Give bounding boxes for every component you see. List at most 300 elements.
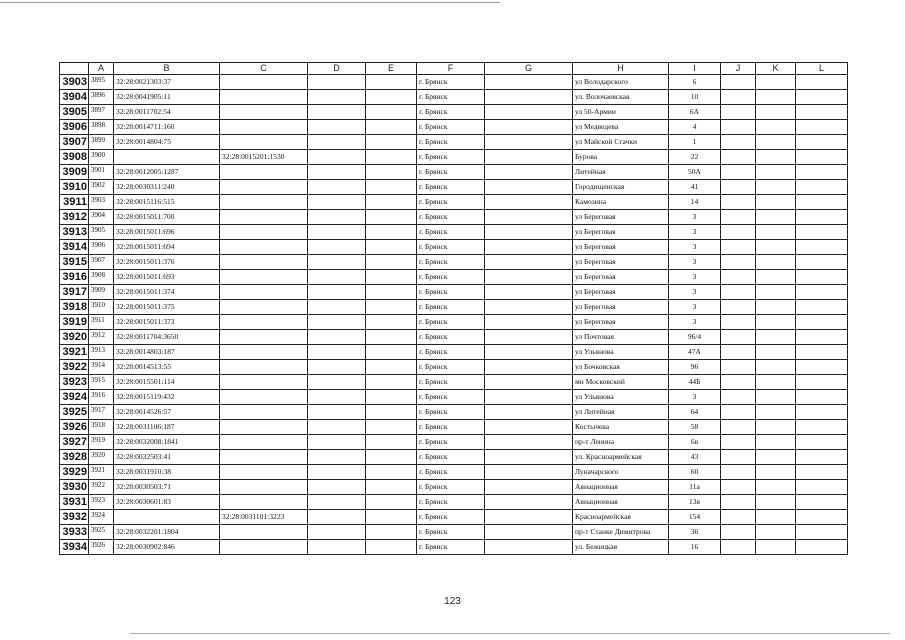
cell-b[interactable]: 32:28:0030902:846	[114, 540, 220, 555]
column-header-d[interactable]: D	[308, 63, 366, 75]
cell-a[interactable]: 3899	[89, 135, 114, 150]
cell-g[interactable]	[485, 375, 573, 390]
cell-d[interactable]	[308, 540, 366, 555]
cell-k[interactable]	[756, 525, 796, 540]
cell-h[interactable]: ул Медведева	[573, 120, 669, 135]
row-number[interactable]: 3906	[60, 120, 89, 135]
cell-l[interactable]	[796, 225, 848, 240]
cell-k[interactable]	[756, 345, 796, 360]
cell-l[interactable]	[796, 450, 848, 465]
cell-e[interactable]	[366, 435, 417, 450]
cell-i[interactable]: 3	[669, 210, 721, 225]
cell-j[interactable]	[721, 270, 756, 285]
cell-f[interactable]: г. Брянск	[417, 420, 485, 435]
cell-h[interactable]: Литейная	[573, 165, 669, 180]
cell-i[interactable]: 41	[669, 180, 721, 195]
cell-c[interactable]	[220, 390, 308, 405]
cell-b[interactable]: 32:28:0032503:41	[114, 450, 220, 465]
cell-i[interactable]: 96	[669, 360, 721, 375]
cell-k[interactable]	[756, 495, 796, 510]
column-header-j[interactable]: J	[721, 63, 756, 75]
cell-h[interactable]: ул Береговая	[573, 300, 669, 315]
cell-h[interactable]: пр-т Ленина	[573, 435, 669, 450]
cell-c[interactable]: 32:28:0015201:1530	[220, 150, 308, 165]
row-number[interactable]: 3931	[60, 495, 89, 510]
cell-b[interactable]: 32:28:0011702:54	[114, 105, 220, 120]
cell-b[interactable]: 32:28:0032008:1841	[114, 435, 220, 450]
cell-k[interactable]	[756, 75, 796, 90]
cell-i[interactable]: 36	[669, 525, 721, 540]
cell-e[interactable]	[366, 420, 417, 435]
cell-b[interactable]	[114, 150, 220, 165]
cell-k[interactable]	[756, 180, 796, 195]
cell-h[interactable]: Авиационная	[573, 480, 669, 495]
cell-i[interactable]: 50А	[669, 165, 721, 180]
cell-f[interactable]: г. Брянск	[417, 360, 485, 375]
cell-i[interactable]: 58	[669, 420, 721, 435]
row-number[interactable]: 3909	[60, 165, 89, 180]
cell-e[interactable]	[366, 480, 417, 495]
cell-e[interactable]	[366, 135, 417, 150]
cell-j[interactable]	[721, 195, 756, 210]
cell-e[interactable]	[366, 75, 417, 90]
cell-d[interactable]	[308, 210, 366, 225]
cell-k[interactable]	[756, 390, 796, 405]
cell-f[interactable]: г. Брянск	[417, 465, 485, 480]
cell-l[interactable]	[796, 345, 848, 360]
cell-a[interactable]: 3920	[89, 450, 114, 465]
row-number[interactable]: 3923	[60, 375, 89, 390]
cell-e[interactable]	[366, 330, 417, 345]
cell-d[interactable]	[308, 120, 366, 135]
cell-f[interactable]: г. Брянск	[417, 210, 485, 225]
cell-d[interactable]	[308, 270, 366, 285]
cell-f[interactable]: г. Брянск	[417, 315, 485, 330]
cell-d[interactable]	[308, 285, 366, 300]
cell-k[interactable]	[756, 270, 796, 285]
cell-j[interactable]	[721, 240, 756, 255]
cell-f[interactable]: г. Брянск	[417, 135, 485, 150]
cell-l[interactable]	[796, 525, 848, 540]
cell-e[interactable]	[366, 210, 417, 225]
cell-e[interactable]	[366, 90, 417, 105]
column-header-b[interactable]: B	[114, 63, 220, 75]
cell-l[interactable]	[796, 360, 848, 375]
cell-f[interactable]: г. Брянск	[417, 120, 485, 135]
cell-l[interactable]	[796, 90, 848, 105]
cell-g[interactable]	[485, 315, 573, 330]
cell-i[interactable]: 22	[669, 150, 721, 165]
cell-e[interactable]	[366, 240, 417, 255]
cell-b[interactable]: 32:28:0031910:38	[114, 465, 220, 480]
cell-a[interactable]: 3922	[89, 480, 114, 495]
cell-f[interactable]: г. Брянск	[417, 390, 485, 405]
cell-h[interactable]: ул Почтовая	[573, 330, 669, 345]
cell-d[interactable]	[308, 135, 366, 150]
cell-l[interactable]	[796, 540, 848, 555]
cell-c[interactable]	[220, 255, 308, 270]
cell-f[interactable]: г. Брянск	[417, 345, 485, 360]
cell-h[interactable]: Красноармейская	[573, 510, 669, 525]
cell-d[interactable]	[308, 90, 366, 105]
cell-e[interactable]	[366, 450, 417, 465]
cell-g[interactable]	[485, 255, 573, 270]
cell-j[interactable]	[721, 420, 756, 435]
cell-c[interactable]	[220, 420, 308, 435]
row-number[interactable]: 3911	[60, 195, 89, 210]
cell-b[interactable]: 32:28:0014513:55	[114, 360, 220, 375]
cell-e[interactable]	[366, 165, 417, 180]
cell-d[interactable]	[308, 420, 366, 435]
cell-h[interactable]: ул. Бежицкая	[573, 540, 669, 555]
cell-d[interactable]	[308, 360, 366, 375]
cell-h[interactable]: Костычева	[573, 420, 669, 435]
cell-c[interactable]	[220, 540, 308, 555]
row-number[interactable]: 3934	[60, 540, 89, 555]
column-header-k[interactable]: K	[756, 63, 796, 75]
column-header-f[interactable]: F	[417, 63, 485, 75]
cell-d[interactable]	[308, 450, 366, 465]
cell-i[interactable]: 3	[669, 315, 721, 330]
cell-e[interactable]	[366, 540, 417, 555]
cell-a[interactable]: 3909	[89, 285, 114, 300]
cell-b[interactable]: 32:28:0031106:187	[114, 420, 220, 435]
cell-b[interactable]: 32:28:0012005:1287	[114, 165, 220, 180]
cell-a[interactable]: 3916	[89, 390, 114, 405]
cell-j[interactable]	[721, 165, 756, 180]
cell-b[interactable]: 32:28:0015011:694	[114, 240, 220, 255]
cell-i[interactable]: 4	[669, 120, 721, 135]
cell-a[interactable]: 3903	[89, 195, 114, 210]
cell-e[interactable]	[366, 150, 417, 165]
cell-d[interactable]	[308, 180, 366, 195]
cell-c[interactable]	[220, 135, 308, 150]
row-number[interactable]: 3930	[60, 480, 89, 495]
cell-c[interactable]	[220, 300, 308, 315]
cell-l[interactable]	[796, 330, 848, 345]
cell-a[interactable]: 3921	[89, 465, 114, 480]
cell-j[interactable]	[721, 495, 756, 510]
cell-b[interactable]: 32:28:0015011:375	[114, 300, 220, 315]
cell-g[interactable]	[485, 75, 573, 90]
row-number[interactable]: 3927	[60, 435, 89, 450]
cell-g[interactable]	[485, 495, 573, 510]
cell-j[interactable]	[721, 540, 756, 555]
cell-h[interactable]: Луначарского	[573, 465, 669, 480]
cell-d[interactable]	[308, 300, 366, 315]
cell-f[interactable]: г. Брянск	[417, 285, 485, 300]
cell-c[interactable]	[220, 120, 308, 135]
cell-i[interactable]: 3	[669, 225, 721, 240]
cell-a[interactable]: 3913	[89, 345, 114, 360]
cell-j[interactable]	[721, 90, 756, 105]
cell-l[interactable]	[796, 390, 848, 405]
cell-j[interactable]	[721, 255, 756, 270]
cell-g[interactable]	[485, 120, 573, 135]
cell-g[interactable]	[485, 180, 573, 195]
cell-k[interactable]	[756, 315, 796, 330]
cell-i[interactable]: 154	[669, 510, 721, 525]
cell-h[interactable]: Бурова	[573, 150, 669, 165]
cell-j[interactable]	[721, 480, 756, 495]
cell-k[interactable]	[756, 435, 796, 450]
cell-c[interactable]	[220, 525, 308, 540]
cell-h[interactable]: ул Береговая	[573, 270, 669, 285]
cell-l[interactable]	[796, 435, 848, 450]
cell-g[interactable]	[485, 420, 573, 435]
cell-l[interactable]	[796, 495, 848, 510]
cell-j[interactable]	[721, 510, 756, 525]
cell-a[interactable]: 3907	[89, 255, 114, 270]
cell-d[interactable]	[308, 105, 366, 120]
cell-c[interactable]	[220, 165, 308, 180]
cell-k[interactable]	[756, 225, 796, 240]
cell-g[interactable]	[485, 150, 573, 165]
cell-j[interactable]	[721, 435, 756, 450]
cell-g[interactable]	[485, 330, 573, 345]
row-number[interactable]: 3910	[60, 180, 89, 195]
cell-a[interactable]: 3924	[89, 510, 114, 525]
cell-a[interactable]: 3908	[89, 270, 114, 285]
cell-j[interactable]	[721, 450, 756, 465]
cell-c[interactable]	[220, 495, 308, 510]
cell-k[interactable]	[756, 360, 796, 375]
cell-j[interactable]	[721, 315, 756, 330]
cell-i[interactable]: 6в	[669, 435, 721, 450]
cell-k[interactable]	[756, 90, 796, 105]
cell-j[interactable]	[721, 180, 756, 195]
cell-c[interactable]	[220, 285, 308, 300]
cell-k[interactable]	[756, 330, 796, 345]
cell-a[interactable]: 3898	[89, 120, 114, 135]
cell-l[interactable]	[796, 420, 848, 435]
cell-c[interactable]	[220, 465, 308, 480]
cell-l[interactable]	[796, 405, 848, 420]
row-number[interactable]: 3925	[60, 405, 89, 420]
cell-f[interactable]: г. Брянск	[417, 510, 485, 525]
cell-a[interactable]: 3925	[89, 525, 114, 540]
cell-g[interactable]	[485, 90, 573, 105]
cell-a[interactable]: 3900	[89, 150, 114, 165]
cell-k[interactable]	[756, 480, 796, 495]
cell-g[interactable]	[485, 390, 573, 405]
cell-i[interactable]: 3	[669, 285, 721, 300]
row-number[interactable]: 3903	[60, 75, 89, 90]
cell-a[interactable]: 3914	[89, 360, 114, 375]
cell-h[interactable]: Городищенская	[573, 180, 669, 195]
row-number[interactable]: 3908	[60, 150, 89, 165]
row-number[interactable]: 3913	[60, 225, 89, 240]
cell-g[interactable]	[485, 465, 573, 480]
column-header-l[interactable]: L	[796, 63, 848, 75]
cell-c[interactable]	[220, 195, 308, 210]
cell-j[interactable]	[721, 120, 756, 135]
cell-a[interactable]: 3895	[89, 75, 114, 90]
row-number[interactable]: 3915	[60, 255, 89, 270]
cell-e[interactable]	[366, 270, 417, 285]
cell-j[interactable]	[721, 405, 756, 420]
cell-l[interactable]	[796, 165, 848, 180]
cell-c[interactable]	[220, 480, 308, 495]
cell-c[interactable]	[220, 330, 308, 345]
cell-e[interactable]	[366, 495, 417, 510]
cell-h[interactable]: ул Береговая	[573, 315, 669, 330]
cell-f[interactable]: г. Брянск	[417, 495, 485, 510]
cell-b[interactable]: 32:28:0014526:57	[114, 405, 220, 420]
cell-j[interactable]	[721, 525, 756, 540]
cell-j[interactable]	[721, 465, 756, 480]
cell-j[interactable]	[721, 285, 756, 300]
cell-b[interactable]: 32:28:0030503:71	[114, 480, 220, 495]
cell-f[interactable]: г. Брянск	[417, 240, 485, 255]
cell-k[interactable]	[756, 540, 796, 555]
cell-k[interactable]	[756, 120, 796, 135]
cell-l[interactable]	[796, 210, 848, 225]
cell-l[interactable]	[796, 120, 848, 135]
cell-a[interactable]: 3912	[89, 330, 114, 345]
cell-d[interactable]	[308, 240, 366, 255]
cell-b[interactable]: 32:28:0015119:432	[114, 390, 220, 405]
cell-j[interactable]	[721, 330, 756, 345]
cell-d[interactable]	[308, 345, 366, 360]
cell-c[interactable]: 32:28:0031101:3223	[220, 510, 308, 525]
cell-i[interactable]: 3	[669, 300, 721, 315]
cell-j[interactable]	[721, 390, 756, 405]
cell-g[interactable]	[485, 360, 573, 375]
cell-b[interactable]: 32:28:0014803:187	[114, 345, 220, 360]
cell-e[interactable]	[366, 510, 417, 525]
cell-l[interactable]	[796, 270, 848, 285]
cell-a[interactable]: 3897	[89, 105, 114, 120]
cell-b[interactable]: 32:28:0014711:160	[114, 120, 220, 135]
cell-c[interactable]	[220, 75, 308, 90]
cell-e[interactable]	[366, 525, 417, 540]
cell-d[interactable]	[308, 315, 366, 330]
cell-f[interactable]: г. Брянск	[417, 435, 485, 450]
cell-h[interactable]: ул Береговая	[573, 285, 669, 300]
cell-a[interactable]: 3915	[89, 375, 114, 390]
row-number[interactable]: 3926	[60, 420, 89, 435]
cell-l[interactable]	[796, 180, 848, 195]
cell-l[interactable]	[796, 105, 848, 120]
cell-b[interactable]: 32:28:0015011:700	[114, 210, 220, 225]
cell-b[interactable]: 32:28:0015116:515	[114, 195, 220, 210]
cell-l[interactable]	[796, 285, 848, 300]
cell-j[interactable]	[721, 360, 756, 375]
cell-j[interactable]	[721, 150, 756, 165]
cell-g[interactable]	[485, 210, 573, 225]
cell-g[interactable]	[485, 435, 573, 450]
row-number[interactable]: 3929	[60, 465, 89, 480]
cell-i[interactable]: 6	[669, 75, 721, 90]
cell-k[interactable]	[756, 285, 796, 300]
cell-e[interactable]	[366, 195, 417, 210]
cell-l[interactable]	[796, 240, 848, 255]
cell-a[interactable]: 3905	[89, 225, 114, 240]
cell-i[interactable]: 16	[669, 540, 721, 555]
cell-h[interactable]: ул Ульянова	[573, 345, 669, 360]
cell-d[interactable]	[308, 165, 366, 180]
cell-i[interactable]: 14	[669, 195, 721, 210]
cell-e[interactable]	[366, 255, 417, 270]
cell-g[interactable]	[485, 195, 573, 210]
cell-k[interactable]	[756, 210, 796, 225]
cell-j[interactable]	[721, 300, 756, 315]
cell-e[interactable]	[366, 405, 417, 420]
cell-h[interactable]: ул Майской Стачки	[573, 135, 669, 150]
cell-l[interactable]	[796, 315, 848, 330]
cell-e[interactable]	[366, 300, 417, 315]
cell-c[interactable]	[220, 360, 308, 375]
cell-f[interactable]: г. Брянск	[417, 375, 485, 390]
cell-a[interactable]: 3911	[89, 315, 114, 330]
cell-h[interactable]: ул Береговая	[573, 210, 669, 225]
cell-e[interactable]	[366, 375, 417, 390]
cell-a[interactable]: 3923	[89, 495, 114, 510]
cell-g[interactable]	[485, 105, 573, 120]
cell-j[interactable]	[721, 225, 756, 240]
cell-l[interactable]	[796, 255, 848, 270]
cell-b[interactable]: 32:28:0014804:75	[114, 135, 220, 150]
cell-e[interactable]	[366, 465, 417, 480]
cell-j[interactable]	[721, 345, 756, 360]
cell-k[interactable]	[756, 165, 796, 180]
cell-d[interactable]	[308, 525, 366, 540]
cell-d[interactable]	[308, 465, 366, 480]
cell-f[interactable]: г. Брянск	[417, 75, 485, 90]
cell-f[interactable]: г. Брянск	[417, 405, 485, 420]
cell-l[interactable]	[796, 75, 848, 90]
cell-g[interactable]	[485, 510, 573, 525]
cell-h[interactable]: Авиационная	[573, 495, 669, 510]
cell-k[interactable]	[756, 510, 796, 525]
cell-b[interactable]: 32:28:0032201:1804	[114, 525, 220, 540]
cell-g[interactable]	[485, 450, 573, 465]
row-number[interactable]: 3917	[60, 285, 89, 300]
cell-d[interactable]	[308, 480, 366, 495]
row-number[interactable]: 3916	[60, 270, 89, 285]
column-header-c[interactable]: C	[220, 63, 308, 75]
cell-f[interactable]: г. Брянск	[417, 450, 485, 465]
cell-i[interactable]: 3	[669, 255, 721, 270]
cell-c[interactable]	[220, 315, 308, 330]
cell-f[interactable]: г. Брянск	[417, 90, 485, 105]
cell-h[interactable]: мн Московский	[573, 375, 669, 390]
cell-d[interactable]	[308, 75, 366, 90]
cell-j[interactable]	[721, 375, 756, 390]
cell-k[interactable]	[756, 135, 796, 150]
cell-a[interactable]: 3904	[89, 210, 114, 225]
cell-b[interactable]: 32:28:0015011:693	[114, 270, 220, 285]
cell-d[interactable]	[308, 255, 366, 270]
cell-k[interactable]	[756, 450, 796, 465]
cell-i[interactable]: 47А	[669, 345, 721, 360]
cell-a[interactable]: 3901	[89, 165, 114, 180]
cell-f[interactable]: г. Брянск	[417, 195, 485, 210]
cell-i[interactable]: 6А	[669, 105, 721, 120]
cell-c[interactable]	[220, 225, 308, 240]
cell-e[interactable]	[366, 315, 417, 330]
cell-c[interactable]	[220, 105, 308, 120]
cell-k[interactable]	[756, 105, 796, 120]
row-number[interactable]: 3924	[60, 390, 89, 405]
cell-g[interactable]	[485, 225, 573, 240]
cell-h[interactable]: ул. Красноармейская	[573, 450, 669, 465]
cell-j[interactable]	[721, 75, 756, 90]
cell-a[interactable]: 3910	[89, 300, 114, 315]
cell-j[interactable]	[721, 105, 756, 120]
cell-f[interactable]: г. Брянск	[417, 330, 485, 345]
